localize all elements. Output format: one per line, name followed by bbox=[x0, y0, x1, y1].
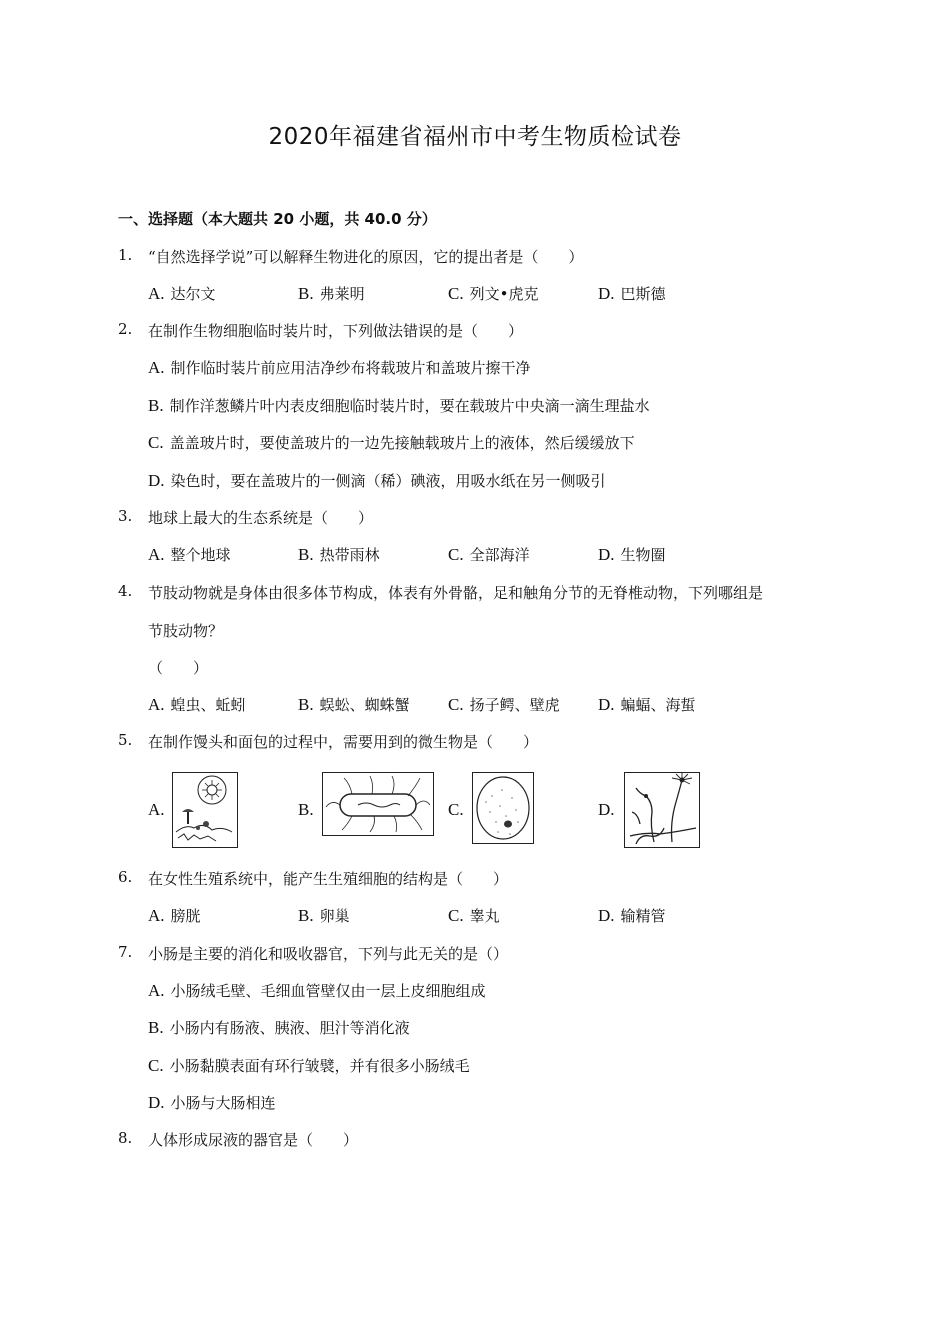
option-a[interactable]: A. 蝗虫、蚯蚓 bbox=[148, 695, 246, 714]
option-d[interactable]: D. 输精管 bbox=[598, 906, 666, 925]
option-b[interactable]: B. 卵巢 bbox=[298, 906, 350, 925]
mold-figure-icon bbox=[624, 772, 700, 848]
option-d[interactable]: D. 蝙蝠、海蜇 bbox=[598, 695, 696, 714]
bacterium-figure-icon bbox=[322, 772, 434, 836]
option-c[interactable]: C. bbox=[448, 772, 548, 848]
question-number: 4. bbox=[118, 582, 133, 600]
option-a[interactable]: A. 达尔文 bbox=[148, 284, 216, 303]
option-c[interactable]: C. 扬子鳄、壁虎 bbox=[448, 695, 560, 714]
question-number: 6. bbox=[118, 868, 133, 886]
option-a[interactable]: A. 小肠绒毛壁、毛细血管壁仅由一层上皮细胞组成 bbox=[148, 981, 486, 1000]
option-a[interactable]: A. bbox=[148, 772, 248, 848]
option-a[interactable]: A. 整个地球 bbox=[148, 545, 231, 564]
option-d[interactable]: D. bbox=[598, 772, 708, 848]
question-number: 1. bbox=[118, 246, 133, 264]
option-b[interactable]: B. bbox=[298, 772, 438, 848]
yeast-figure-icon bbox=[472, 772, 534, 844]
question-text: 在女性生殖系统中，能产生生殖细胞的结构是（ ） bbox=[148, 870, 509, 888]
option-c[interactable]: C. 盖盖玻片时，要使盖玻片的一边先接触载玻片上的液体，然后缓缓放下 bbox=[148, 433, 635, 452]
question-number: 3. bbox=[118, 507, 133, 525]
option-b[interactable]: B. 制作洋葱鳞片叶内表皮细胞临时装片时，要在载玻片中央滴一滴生理盐水 bbox=[148, 396, 650, 415]
option-b[interactable]: B. 热带雨林 bbox=[298, 545, 380, 564]
question-text: 在制作生物细胞临时装片时，下列做法错误的是（ ） bbox=[148, 322, 524, 340]
option-c[interactable]: C. 睾丸 bbox=[448, 906, 500, 925]
question-text: “自然选择学说”可以解释生物进化的原因，它的提出者是（ ） bbox=[148, 248, 584, 266]
question-text: 人体形成尿液的器官是（ ） bbox=[148, 1131, 359, 1149]
question-number: 5. bbox=[118, 731, 133, 749]
option-d[interactable]: D. 巴斯德 bbox=[598, 284, 666, 303]
mushroom-figure-icon bbox=[172, 772, 238, 848]
question-text-continued: 节肢动物？ bbox=[148, 622, 224, 640]
section-heading: 一、选择题（本大题共 20 小题，共 40.0 分） bbox=[118, 210, 437, 228]
option-a[interactable]: A. 制作临时装片前应用洁净纱布将载玻片和盖玻片擦干净 bbox=[148, 358, 531, 377]
option-b[interactable]: B. 蜈蚣、蜘蛛蟹 bbox=[298, 695, 410, 714]
page-title: 2020年福建省福州市中考生物质检试卷 bbox=[268, 124, 682, 150]
question-text: 地球上最大的生态系统是（ ） bbox=[148, 509, 374, 527]
option-b[interactable]: B. 弗莱明 bbox=[298, 284, 365, 303]
option-a[interactable]: A. 膀胱 bbox=[148, 906, 201, 925]
option-c[interactable]: C. 全部海洋 bbox=[448, 545, 530, 564]
option-d[interactable]: D. 小肠与大肠相连 bbox=[148, 1093, 276, 1112]
option-c[interactable]: C. 小肠黏膜表面有环行皱襞，并有很多小肠绒毛 bbox=[148, 1056, 470, 1075]
option-b[interactable]: B. 小肠内有肠液、胰液、胆汁等消化液 bbox=[148, 1018, 410, 1037]
question-text: 节肢动物就是身体由很多体节构成，体表有外骨骼，足和触角分节的无脊椎动物，下列哪组是 bbox=[148, 584, 764, 602]
question-text: 在制作馒头和面包的过程中，需要用到的微生物是（ ） bbox=[148, 733, 539, 751]
question-number: 8. bbox=[118, 1129, 133, 1147]
option-d[interactable]: D. 染色时，要在盖玻片的一侧滴（稀）碘液，用吸水纸在另一侧吸引 bbox=[148, 471, 606, 490]
answer-blank: （ ） bbox=[148, 659, 209, 677]
question-text: 小肠是主要的消化和吸收器官，下列与此无关的是（） bbox=[148, 945, 509, 963]
question-number: 7. bbox=[118, 943, 133, 961]
option-d[interactable]: D. 生物圈 bbox=[598, 545, 666, 564]
question-number: 2. bbox=[118, 320, 133, 338]
option-c[interactable]: C. 列文•虎克 bbox=[448, 284, 539, 303]
